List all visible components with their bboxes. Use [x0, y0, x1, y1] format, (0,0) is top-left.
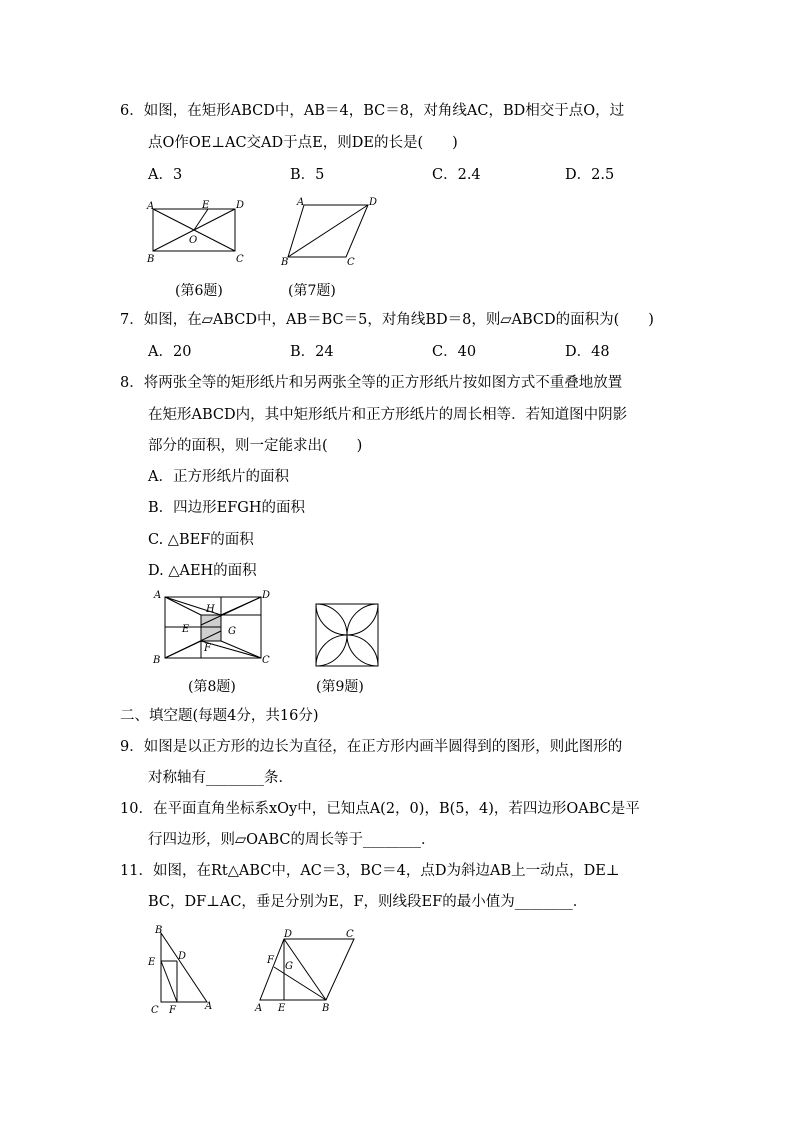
q11-figure: [145, 925, 225, 1020]
q7-option-d[interactable]: D．48: [565, 344, 610, 360]
q8-label-e: E: [182, 624, 190, 635]
q11-label-a: A: [205, 1001, 213, 1012]
q6-figure: [140, 195, 260, 270]
q6-label-d: D: [236, 200, 245, 211]
q7-label-d: D: [369, 197, 378, 208]
q8-option-d[interactable]: D. △AEH的面积: [148, 563, 257, 579]
q8-label-c: C: [262, 655, 270, 666]
q7-option-b[interactable]: B．24: [290, 344, 334, 360]
q6-option-b[interactable]: B．5: [290, 167, 325, 183]
q7-text-line1: 7．如图，在▱ABCD中，AB＝BC＝5，对角线BD＝8，则▱ABCD的面积为( ): [120, 312, 654, 328]
q6-label-a: A: [147, 201, 155, 212]
q9-text-line1: 9．如图是以正方形的边长为直径，在正方形内画半圆得到的图形，则此图形的: [120, 739, 623, 755]
q12-label-c: C: [346, 929, 354, 940]
q9-figure: [312, 600, 382, 670]
q11-label-f: F: [169, 1005, 176, 1016]
q8-label-d: D: [262, 590, 271, 601]
q7-option-c[interactable]: C．40: [432, 344, 477, 360]
q8-label-b: B: [153, 655, 161, 666]
q10-text-line2: 行四边形，则▱OABC的周长等于________．: [148, 832, 436, 848]
q11-label-e: E: [148, 957, 156, 968]
section-heading: 二、填空题(每题4分，共16分): [120, 708, 319, 724]
q8-figure: [145, 585, 275, 670]
q7-label-a: A: [297, 197, 305, 208]
q11-label-c: C: [151, 1005, 159, 1016]
q12-label-b: B: [322, 1003, 330, 1014]
q8-text-line3: 部分的面积，则一定能求出( ): [148, 438, 363, 454]
q6-label-c: C: [236, 254, 244, 265]
q12-label-f: F: [267, 955, 274, 966]
q8-option-a[interactable]: A．正方形纸片的面积: [148, 469, 289, 485]
q11-text-line1: 11．如图，在Rt△ABC中，AC＝3，BC＝4，点D为斜边AB上一动点，DE⊥: [120, 863, 620, 879]
q6-option-a[interactable]: A．3: [148, 167, 183, 183]
q12-figure: [250, 925, 370, 1020]
q7-caption: (第7题): [288, 283, 336, 299]
q8-label-f: F: [204, 643, 211, 654]
q8-caption: (第8题): [188, 679, 236, 695]
q7-figure: [280, 195, 380, 270]
q8-text-line2: 在矩形ABCD内，其中矩形纸片和正方形纸片的周长相等．若知道图中阴影: [148, 407, 628, 423]
q11-label-b: B: [155, 925, 163, 936]
q6-caption: (第6题): [175, 283, 223, 299]
q9-caption: (第9题): [316, 679, 364, 695]
q7-label-c: C: [347, 257, 355, 268]
q7-option-a[interactable]: A．20: [148, 344, 192, 360]
q7-label-b: B: [281, 257, 289, 268]
q6-text-line1: 6．如图，在矩形ABCD中，AB＝4，BC＝8，对角线AC，BD相交于点O，过: [120, 103, 625, 119]
q6-option-c[interactable]: C．2.4: [432, 167, 481, 183]
q12-label-e: E: [278, 1003, 286, 1014]
q8-label-a: A: [154, 590, 162, 601]
q6-text-line2: 点O作OE⊥AC交AD于点E，则DE的长是( ): [148, 135, 458, 151]
q8-option-c[interactable]: C. △BEF的面积: [148, 532, 254, 548]
q12-label-g: G: [285, 961, 293, 972]
q6-label-o: O: [189, 235, 198, 246]
q12-label-a: A: [255, 1003, 263, 1014]
q11-text-line2: BC，DF⊥AC，垂足分别为E，F，则线段EF的最小值为________．: [148, 894, 588, 910]
q6-label-e: E: [202, 200, 210, 211]
q9-text-line2: 对称轴有________条．: [148, 770, 293, 786]
q8-label-h: H: [206, 604, 215, 615]
q11-label-d: D: [178, 951, 187, 962]
q8-option-b[interactable]: B．四边形EFGH的面积: [148, 500, 306, 516]
q8-label-g: G: [228, 626, 236, 637]
q8-text-line1: 8．将两张全等的矩形纸片和另两张全等的正方形纸片按如图方式不重叠地放置: [120, 375, 623, 391]
q10-text-line1: 10．在平面直角坐标系xOy中，已知点A(2，0)，B(5，4)，若四边形OABC是平: [120, 801, 640, 817]
q6-label-b: B: [147, 254, 155, 265]
q6-option-d[interactable]: D．2.5: [565, 167, 615, 183]
q12-label-d: D: [284, 929, 293, 940]
